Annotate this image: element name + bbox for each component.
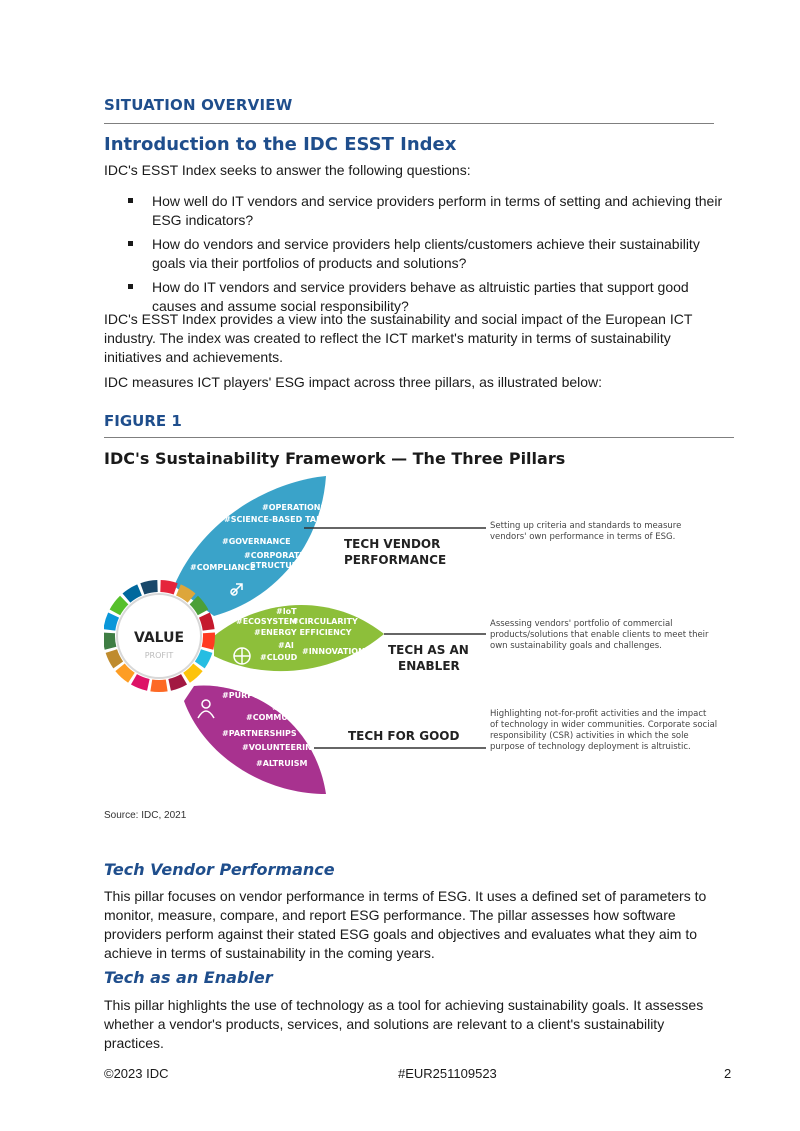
footer-doc-id: #EUR251109523 [398, 1066, 497, 1081]
intro-paragraph-2: IDC measures ICT players' ESG impact across three pillars, as illustrated below: [104, 374, 603, 390]
tech-enabler-leaf [214, 605, 384, 671]
section-label: SITUATION OVERVIEW [104, 96, 293, 114]
sdg-segment [150, 679, 167, 692]
tag: #CIRCULARITY [292, 617, 358, 626]
tag: #ENERGY EFFICIENCY [254, 628, 352, 637]
profit-label: PROFIT [144, 651, 174, 660]
figure-label: FIGURE 1 [104, 412, 182, 430]
sdg-segment [199, 613, 215, 631]
pillar-name: TECH FOR GOOD [348, 729, 460, 743]
tae-heading: Tech as an Enabler [104, 968, 273, 987]
bullet-square-icon [128, 241, 133, 246]
tag: #CLOUD [260, 653, 298, 662]
figure-source: Source: IDC, 2021 [104, 810, 187, 821]
intro-lead: IDC's ESST Index seeks to answer the following questions: [104, 162, 471, 178]
pillar-desc: of technology in wider communities. Corporate social [490, 720, 718, 730]
sdg-segment [160, 580, 177, 594]
tag: #VOLUNTEERING [242, 743, 319, 752]
tech-good-leaf [184, 686, 326, 794]
tae-paragraph: This pillar highlights the use of technology as a tool for achieving sustainability goals. It assesses whether a vendor's products, services, and solutions are relevant to a client's sustainability practices. [104, 997, 704, 1051]
pillar-desc: products/solutions that enable clients to meet their [490, 630, 709, 640]
figure-divider [104, 437, 734, 438]
pillar-desc: vendors' own performance in terms of ESG. [490, 532, 676, 542]
list-item: How do IT vendors and service providers behave as altruistic parties that support good causes and assume social responsibility? [128, 278, 723, 316]
tvp-heading: Tech Vendor Performance [104, 860, 335, 879]
tag: #CORPORATE [244, 551, 305, 560]
pillar-name: ENABLER [398, 659, 460, 673]
tag: #PURPOSE [222, 691, 272, 700]
intro-heading: Introduction to the IDC ESST Index [104, 134, 457, 155]
figure-title: IDC's Sustainability Framework — The Three Pillars [104, 449, 566, 468]
sdg-segment [140, 580, 157, 594]
tag: STRUCTURE [250, 561, 304, 570]
tag: #COMPLIANCE [190, 563, 256, 572]
tag: #ALTRUISM [256, 759, 308, 768]
bullet-square-icon [128, 198, 133, 203]
section-divider [104, 123, 714, 124]
tag: #ECOSYSTEM [236, 617, 298, 626]
pillar-desc: Assessing vendors' portfolio of commercial [490, 619, 673, 629]
tag: #COMMUNITY [246, 713, 309, 722]
pillar-desc: Highlighting not-for-profit activities and the impact [490, 709, 707, 719]
pillar-desc: own sustainability goals and challenges. [490, 641, 662, 651]
tag: #OPERATIONS [262, 503, 327, 512]
tag: #INNOVATION [302, 647, 365, 656]
footer-copyright: ©2023 IDC [104, 1066, 169, 1081]
tech-vendor-leaf [174, 476, 326, 616]
tag: #GOVERNANCE [222, 537, 291, 546]
tag: #NGO [272, 703, 299, 712]
sdg-segment [202, 633, 215, 650]
bullet-square-icon [128, 284, 133, 289]
pillar-name: TECH AS AN [388, 643, 469, 657]
sdg-segment [104, 633, 116, 650]
pillar-name: PERFORMANCE [344, 553, 447, 567]
tag: #AI [278, 641, 294, 650]
list-item: How well do IT vendors and service providers perform in terms of setting and achieving their ESG indicators? [128, 192, 723, 230]
question-list [128, 192, 723, 321]
tag: #SCIENCE-BASED TARGETS [224, 515, 346, 524]
pillar-desc: responsibility (CSR) activities in which the sole [490, 731, 689, 741]
pillars-infographic [104, 476, 734, 802]
list-item: How do vendors and service providers help clients/customers achieve their sustainability goals via their portfolios of products and solutions? [128, 235, 723, 273]
tvp-paragraph: This pillar focuses on vendor performance in terms of ESG. It uses a defined set of parameters to monitor, measure, compare, and report ESG performance. The pillar assesses how software providers perform against their stated ESG goals and objectives and evaluates what they aim to achieve in terms of sustainability in the coming years. [104, 888, 707, 961]
globe-icon [234, 648, 250, 664]
pillar-desc: purpose of technology deployment is altruistic. [490, 742, 691, 752]
tag: #PARTNERSHIPS [222, 729, 297, 738]
pillar-desc: Setting up criteria and standards to measure [490, 521, 682, 531]
tag: #IoT [276, 607, 297, 616]
value-label: VALUE [133, 630, 185, 646]
footer-page-number: 2 [724, 1066, 732, 1081]
pillar-name: TECH VENDOR [344, 537, 441, 551]
intro-paragraph: IDC's ESST Index provides a view into the sustainability and social impact of the European ICT industry. The index was created to reflect the ICT market's maturity in terms of sustainability initiatives and achievements. [104, 311, 693, 365]
